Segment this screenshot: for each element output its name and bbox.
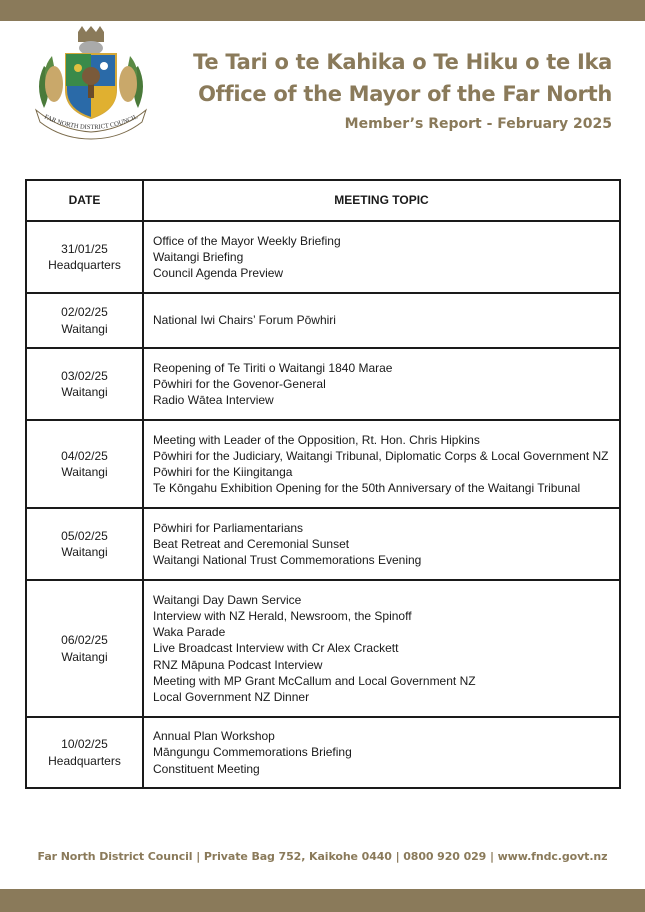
- date-cell: [26, 717, 143, 788]
- title-english: Office of the Mayor of the Far North: [198, 82, 612, 106]
- meeting-topic: Radio Wātea Interview: [153, 393, 274, 408]
- meeting-topic: Māngungu Commemorations Briefing: [153, 745, 352, 760]
- meeting-topic: National Iwi Chairs’ Forum Pōwhiri: [153, 313, 336, 328]
- meeting-location: Waitangi: [61, 321, 108, 336]
- table-header-row: [26, 180, 620, 221]
- date-cell: [26, 420, 143, 508]
- meeting-topic: Pōwhiri for the Judiciary, Waitangi Tribunal, Diplomatic Corps & Local Government NZ: [153, 448, 609, 463]
- meeting-location: Headquarters: [48, 258, 121, 272]
- meeting-date: 10/02/25: [61, 737, 108, 752]
- meeting-topic: Local Government NZ Dinner: [153, 690, 310, 704]
- meeting-date: 05/02/25: [61, 528, 108, 543]
- meeting-topic: Te Kōngahu Exhibition Opening for the 50th Anniversary of the Waitangi Tribunal: [153, 481, 581, 496]
- meeting-topic: Waitangi National Trust Commemorations Evening: [153, 553, 422, 568]
- meeting-location: Waitangi: [61, 649, 108, 664]
- topics-cell: [143, 348, 620, 420]
- meeting-topic: Waka Parade: [153, 625, 226, 640]
- meeting-date: 02/02/25: [61, 305, 108, 320]
- meeting-topic: Annual Plan Workshop: [153, 729, 275, 744]
- meeting-date: 04/02/25: [61, 448, 108, 463]
- table-row: [26, 580, 620, 717]
- meeting-topic: Interview with NZ Herald, Newsroom, the Spinoff: [153, 608, 412, 623]
- table-row: [26, 508, 620, 580]
- meeting-topic: Pōwhiri for the Kiingitanga: [153, 465, 293, 479]
- date-cell: [26, 293, 143, 348]
- table-row: [26, 348, 620, 420]
- table-row: [26, 420, 620, 508]
- topics-cell: [143, 508, 620, 580]
- topics-cell: [143, 420, 620, 508]
- bottom-bar: [0, 889, 645, 912]
- council-crest-logo: [30, 26, 152, 140]
- meeting-date: 31/01/25: [61, 241, 108, 256]
- date-cell: [26, 508, 143, 580]
- date-cell: [26, 348, 143, 420]
- top-bar: [0, 0, 645, 21]
- meetings-table: [25, 179, 621, 789]
- logo-text: FAR NORTH DISTRICT COUNCIL: [43, 113, 139, 132]
- title-maori: Te Tari o te Kahika o Te Hiku o te Ika: [193, 50, 612, 74]
- topics-cell: [143, 717, 620, 788]
- topic-column-header: MEETING TOPIC: [143, 180, 620, 221]
- footer-contact: Far North District Council | Private Bag 752, Kaikohe 0440 | 0800 920 029 | www.fndc.govt.nz: [37, 850, 608, 863]
- page-heading: [193, 46, 612, 136]
- report-subtitle: Member’s Report - February 2025: [344, 116, 612, 132]
- meeting-topic: Waitangi Day Dawn Service: [153, 592, 302, 607]
- meeting-topic: Constituent Meeting: [153, 761, 260, 776]
- meeting-location: Waitangi: [61, 385, 108, 399]
- topics-cell: [143, 293, 620, 348]
- table-row: [26, 717, 620, 788]
- meeting-topic: Pōwhiri for the Govenor-General: [153, 376, 326, 391]
- meeting-topic: Pōwhiri for Parliamentarians: [153, 520, 304, 535]
- meeting-topic: Waitangi Briefing: [153, 249, 244, 264]
- meeting-topic: RNZ Māpuna Podcast Interview: [153, 657, 323, 672]
- meeting-date: 06/02/25: [61, 633, 108, 648]
- meeting-date: 03/02/25: [61, 368, 108, 383]
- date-cell: [26, 580, 143, 717]
- meeting-topic: Beat Retreat and Ceremonial Sunset: [153, 536, 350, 551]
- date-column-header: DATE: [26, 180, 143, 221]
- meeting-location: Waitangi: [61, 465, 108, 479]
- meeting-topic: Council Agenda Preview: [153, 266, 284, 281]
- meeting-topic: Meeting with Leader of the Opposition, Rt. Hon. Chris Hipkins: [153, 432, 480, 447]
- table-row: [26, 293, 620, 348]
- topics-cell: [143, 580, 620, 717]
- meeting-location: Headquarters: [48, 753, 121, 768]
- meeting-topic: Reopening of Te Tiriti o Waitangi 1840 Marae: [153, 360, 393, 375]
- meeting-topic: Office of the Mayor Weekly Briefing: [153, 233, 341, 248]
- table-row: [26, 221, 620, 293]
- meeting-location: Waitangi: [61, 545, 108, 559]
- date-cell: [26, 221, 143, 293]
- meeting-topic: Meeting with MP Grant McCallum and Local Government NZ: [153, 673, 476, 688]
- topics-cell: [143, 221, 620, 293]
- meeting-topic: Live Broadcast Interview with Cr Alex Crackett: [153, 641, 399, 656]
